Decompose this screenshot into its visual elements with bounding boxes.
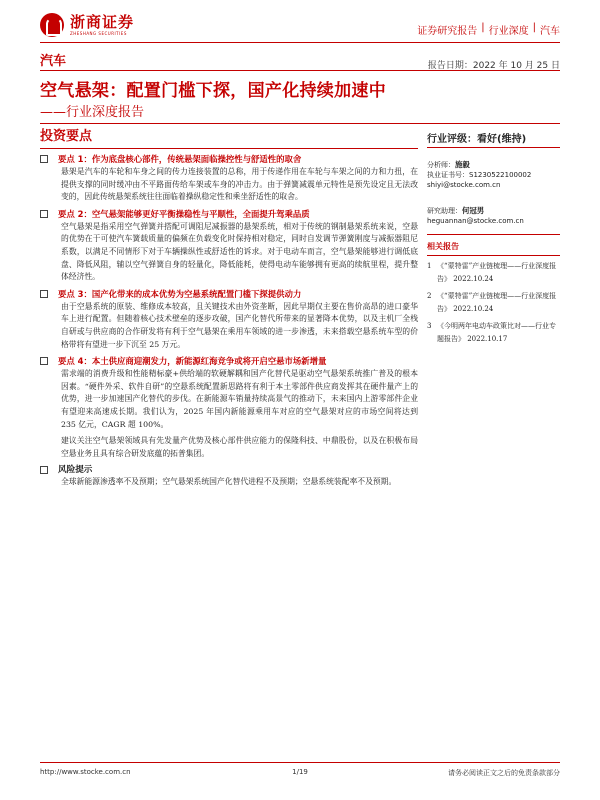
assistant-name: 何冠男 (462, 206, 485, 215)
breadcrumb-item: 行业深度 (488, 26, 529, 37)
breadcrumb (417, 22, 560, 37)
logo-english: ZHESHANG SECURITIES (70, 30, 127, 36)
sidebar (427, 128, 560, 346)
sector-label: 汽车 (40, 54, 67, 69)
checkbox-bullet-icon (40, 155, 48, 163)
risk-body: 全球新能源渗透率不及预期；空气悬架系统国产化替代进程不及预期；空悬系统装配率不及预期。 (61, 477, 397, 487)
related-report-item[interactable] (427, 290, 560, 316)
related-report-text: 《今明两年电动车政策比对——行业专题报告》 2022.10.17 (437, 322, 556, 343)
related-report-text: 《“蒙特雷”产业链梳理——行业深度报告》 2022.10.24 (437, 292, 557, 313)
assistant-label: 研究助理： (427, 207, 462, 215)
page-title: 空气悬架：配置门槛下探，国产化持续加速中 (40, 81, 386, 101)
key-point (40, 208, 418, 284)
industry-rating: 行业评级：看好(维持) (427, 128, 560, 148)
analyst-label: 分析师： (427, 161, 455, 169)
checkbox-bullet-icon (40, 466, 48, 474)
key-point-title: 要点 4：本土供应商迎潮发力，新能源红海竞争或将开启空悬市场新增量 (58, 356, 327, 367)
related-report-index: 2 (427, 292, 432, 300)
related-divider (427, 255, 560, 256)
key-point-body: 需求端的消费升级和性能精标豪+供给端的软硬解耦和国产化替代是驱动空气悬架系统推广普及的根本因素。“硬件外采、软件自研”的空悬系统配置新思路将有利于本土零部件供应商发挥其在硬件量产上的优势，进一步加速国产化替代的步伐。在新能源车销量持续高景气的推动下，未来国内上游零部件企业有望迎来高速成长期。我们认为，2025 年国内新能源乘用车对应的空气悬架对应的市场空间将达到 235 亿元，CAGR 超 100%。 (61, 369, 418, 429)
key-point (40, 355, 418, 431)
related-report-index: 1 (427, 262, 432, 270)
key-point-body: 由于空悬系统的原装、维修成本较高，且关键技术由外资垄断，因此早期仅主要在售价高昂的进口豪华车上进行配置。但随着核心技术壁垒的逐步攻破，国产化替代所带来的显著降本优势，以及主机厂全栈自研或与供应商的合作研发将有利于空气悬架在乘用车领域的进一步渗透，未来搭载空悬系统车型的价格带将有望进一步下沉至 25 万元。 (61, 301, 418, 349)
key-point-title: 要点 2：空气悬架能够更好平衡操稳性与平顺性，全面提升驾乘品质 (58, 208, 310, 219)
assistant-email[interactable]: heguannan@stocke.com.cn (427, 217, 524, 225)
section-title: 投资要点 (40, 129, 93, 144)
key-point-body: 空气悬架是指采用空气弹簧并搭配可调阻尼减振器的悬架系统，相对于传统的钢制悬架系统来说，空悬的优势在于可使汽车簧载质量的偏频在负载变化时保持相对稳定，同时自发调节弹簧刚度与减振器阻尼系数，以满足不同情形下对于车辆操纵性或舒适性的诉求。对于电动车而言，空气悬架能够进行调低底盘、降低风阻，辅以空气弹簧自身的轻量化，降低能耗，使得电动车能够拥有更高的续航里程，提升整体经济性。 (61, 221, 418, 282)
related-report-index: 3 (427, 322, 432, 330)
breadcrumb-item: 汽车 (540, 26, 560, 37)
key-point (40, 153, 418, 204)
footer (40, 768, 560, 778)
analyst-certificate: 执业证书号：S1230522100002 (427, 171, 532, 179)
breadcrumb-item: 证券研究报告 (417, 26, 478, 37)
related-report-item[interactable] (427, 320, 560, 346)
breadcrumb-separator: | (481, 22, 485, 33)
page-subtitle: ——行业深度报告 (40, 105, 145, 120)
section-divider (40, 148, 418, 149)
related-report-item[interactable] (427, 260, 560, 286)
key-point (40, 288, 418, 351)
logo-name: 浙商证券 (70, 12, 135, 31)
checkbox-bullet-icon (40, 210, 48, 218)
footer-url[interactable]: http://www.stocke.com.cn (40, 768, 131, 776)
report-date: 报告日期：2022 年 10 月 25 日 (427, 61, 560, 71)
analyst-info (427, 160, 560, 190)
risk-title: 风险提示 (58, 465, 93, 476)
risk-heading (40, 463, 418, 475)
title-divider (40, 123, 560, 124)
key-point-body: 悬架是汽车的车轮和车身之间的传力连接装置的总称，用于传递作用在车轮与车架之间的力和力扭，在提供支撑的同时缓冲由不平路面传给车架或车身的冲击力。由于弹簧减震单元特性是预先设定且无法改变的，因此传统悬架系统往往面临着操纵稳定性和乘坐舒适性的取舍。 (61, 167, 418, 202)
analyst-email[interactable]: shiyi@stocke.com.cn (427, 181, 501, 189)
sector-divider (40, 70, 560, 71)
checkbox-bullet-icon (40, 357, 48, 365)
breadcrumb-separator: | (532, 22, 536, 33)
key-point-title: 要点 1：作为底盘核心部件，传统悬架面临操控性与舒适性的取舍 (58, 154, 302, 164)
analyst-name: 施毅 (455, 160, 470, 169)
recommendation-text: 建议关注空气悬架领域具有先发量产优势及核心部件供应能力的保隆科技、中鼎股份，以及在积极布局空悬业务且具有综合研发底蕴的拓普集团。 (61, 436, 418, 458)
assistant-info (427, 206, 560, 226)
related-report-text: 《“蒙特雷”产业链梳理——行业深度报告》 2022.10.24 (437, 262, 557, 283)
related-reports-title: 相关报告 (427, 242, 459, 251)
checkbox-bullet-icon (40, 290, 48, 298)
header-divider (40, 42, 560, 43)
company-logo (40, 12, 134, 38)
sidebar-divider (427, 234, 560, 235)
footer-disclaimer: 请务必阅读正文之后的免责条款部分 (448, 769, 560, 777)
key-point-title: 要点 3：国产化带来的成本优势为空悬系统配置门槛下探提供动力 (58, 288, 302, 299)
page-number: 1/19 (292, 768, 308, 776)
investment-highlights (40, 128, 418, 489)
logo-icon (40, 13, 64, 37)
footer-divider (40, 762, 560, 763)
